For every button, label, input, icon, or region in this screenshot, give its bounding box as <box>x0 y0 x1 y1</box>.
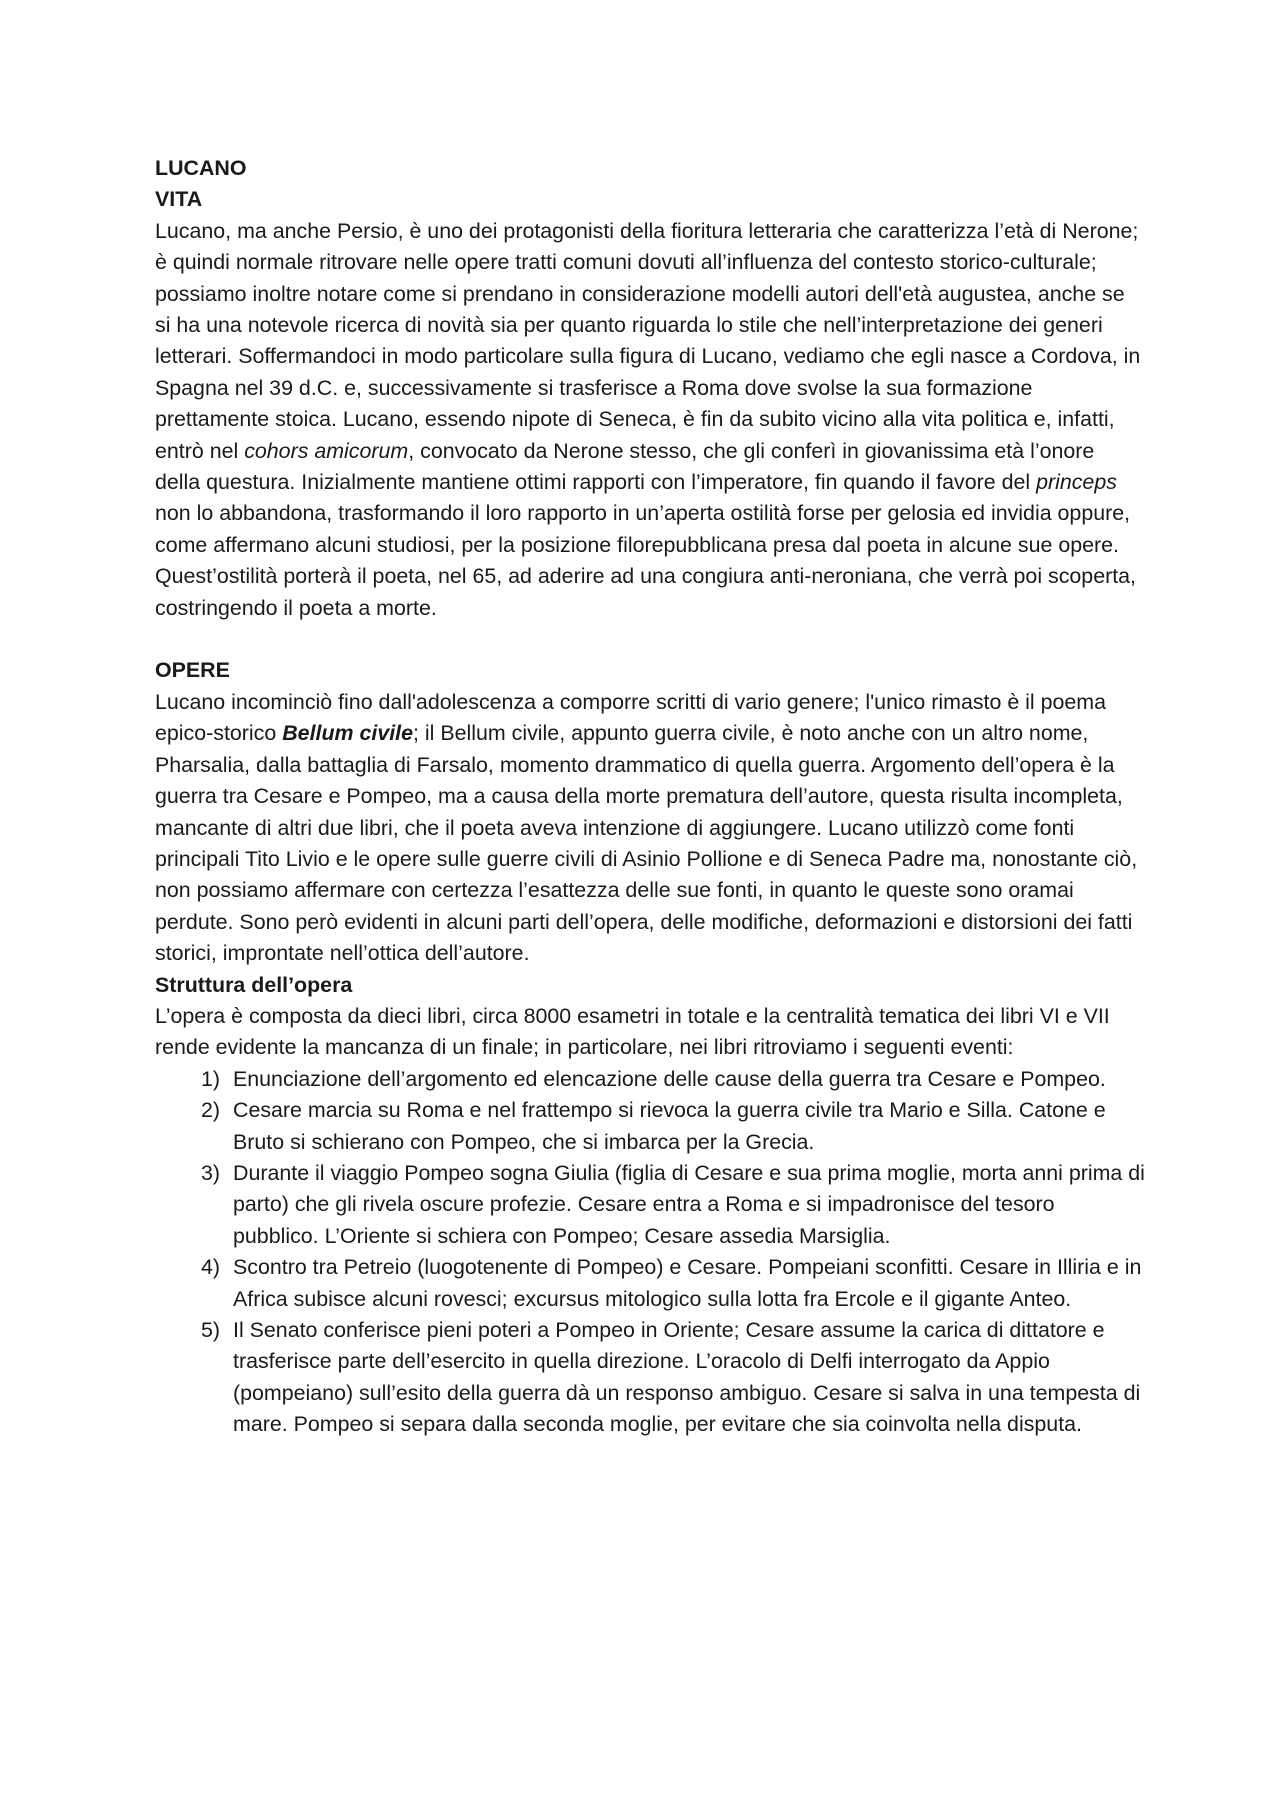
list-item-text: Enunciazione dell’argomento ed elencazione delle cause della guerra tra Cesare e Pompeo. <box>233 1066 1106 1091</box>
opere-text-part-2: ; il Bellum civile, appunto guerra civile, è noto anche con un altro nome, Pharsalia, dalla battaglia di Farsalo, momento drammatico di quella guerra. Argomento dell’opera è la guerra tra Cesare e Pompeo, ma a causa della morte prematura dell’autore, questa risulta incompleta, mancante di altri due libri, che il poeta aveva intenzione di aggiungere. Lucano utilizzò come fonti principali Tito Livio e le opere sulle guerre civili di Asinio Pollione e di Seneca Padre ma, nonostante ciò, non possiamo affermare con certezza l’esattezza delle sue fonti, in quanto le queste sono oramai perdute. Sono però evidenti in alcuni parti dell’opera, delle modifiche, deformazioni e distorsioni dei fatti storici, improntate nell’ottica dell’autore. <box>155 721 1138 966</box>
list-item-number: 1) <box>201 1066 221 1091</box>
section-heading-vita: VITA <box>155 187 203 212</box>
list-item-text: Scontro tra Petreio (luogotenente di Pompeo) e Cesare. Pompeiani sconfitti. Cesare in Illiria e in Africa subisce alcuni rovesci; excursus mitologico sulla lotta fra Ercole e il gigante Anteo. <box>233 1255 1142 1311</box>
list-item <box>155 1158 1145 1252</box>
list-item-number: 2) <box>201 1098 221 1123</box>
vita-text-part-1: Lucano, ma anche Persio, è uno dei protagonisti della fioritura letteraria che caratterizza l’età di Nerone; è quindi normale ritrovare nelle opere tratti comuni dovuti all’influenza del contesto storico-culturale; possiamo inoltre notare come si prendano in considerazione modelli autori dell'età augustea, anche se si ha una notevole ricerca di novità sia per quanto riguarda lo stile che nell’interpretazione dei generi letterari. Soffermandoci in modo particolare sulla figura di Lucano, vediamo che egli nasce a Cordova, in Spagna nel 39 d.C. e, successivamente si trasferisce a Roma dove svolse la sua formazione prettamente stoica. Lucano, essendo nipote di Seneca, è fin da subito vicino alla vita politica e, infatti, entrò nel <box>155 218 1141 463</box>
opere-paragraph <box>155 687 1145 970</box>
list-item-text: Cesare marcia su Roma e nel frattempo si rievoca la guerra civile tra Mario e Silla. Catone e Bruto si schierano con Pompeo, che si imbarca per la Grecia. <box>233 1098 1106 1154</box>
list-item-text: Durante il viaggio Pompeo sogna Giulia (figlia di Cesare e sua prima moglie, morta anni prima di parto) che gli rivela oscure profezie. Cesare entra a Roma e si impadronisce del tesoro pubblico. L’Oriente si schiera con Pompeo; Cesare assedia Marsiglia. <box>233 1160 1145 1248</box>
list-item <box>155 1064 1145 1095</box>
events-list <box>155 1064 1145 1441</box>
list-item-number: 5) <box>201 1318 221 1343</box>
vita-italic-princeps: princeps <box>1036 470 1117 495</box>
subsection-heading-struttura: Struttura dell’opera <box>155 972 353 997</box>
opere-bold-italic-title: Bellum civile <box>282 721 413 746</box>
list-item <box>155 1252 1145 1315</box>
list-item <box>155 1095 1145 1158</box>
document-title: LUCANO <box>155 156 247 180</box>
document-page <box>155 153 1145 1441</box>
section-spacer <box>155 624 1145 655</box>
vita-italic-cohors: cohors amicorum <box>244 438 409 463</box>
list-item-number: 4) <box>201 1255 221 1280</box>
list-item <box>155 1315 1145 1441</box>
opere-text-part-1: Lucano incominciò fino dall'adolescenza a comporre scritti di vario genere; l'unico rimasto è il poema epico-storico <box>155 689 1107 746</box>
struttura-intro: L’opera è composta da dieci libri, circa 8000 esametri in totale e la centralità tematica dei libri VI e VII rende evidente la mancanza di un finale; in particolare, nei libri ritroviamo i seguenti eventi: <box>155 1003 1110 1060</box>
vita-text-part-3: non lo abbandona, trasformando il loro rapporto in un’aperta ostilità forse per gelosia ed invidia oppure, come affermano alcuni studiosi, per la posizione filorepubblicana presa dal poeta in alcune sue opere. Quest’ostilità porterà il poeta, nel 65, ad aderire ad una congiura anti-neroniana, che verrà poi scoperta, costringendo il poeta a morte. <box>155 501 1137 620</box>
vita-paragraph <box>155 216 1145 624</box>
list-item-text: Il Senato conferisce pieni poteri a Pompeo in Oriente; Cesare assume la carica di dittatore e trasferisce parte dell’esercito in quella direzione. L’oracolo di Delfi interrogato da Appio (pompeiano) sull’esito della guerra dà un responso ambiguo. Cesare si salva in una tempesta di mare. Pompeo si separa dalla seconda moglie, per evitare che sia coinvolta nella disputa. <box>233 1318 1141 1437</box>
list-item-number: 3) <box>201 1160 221 1185</box>
vita-text-part-2: , convocato da Nerone stesso, che gli conferì in giovanissima età l’onore della questura. Inizialmente mantiene ottimi rapporti con l’imperatore, fin quando il favore del <box>155 438 1095 495</box>
section-heading-opere: OPERE <box>155 658 230 683</box>
